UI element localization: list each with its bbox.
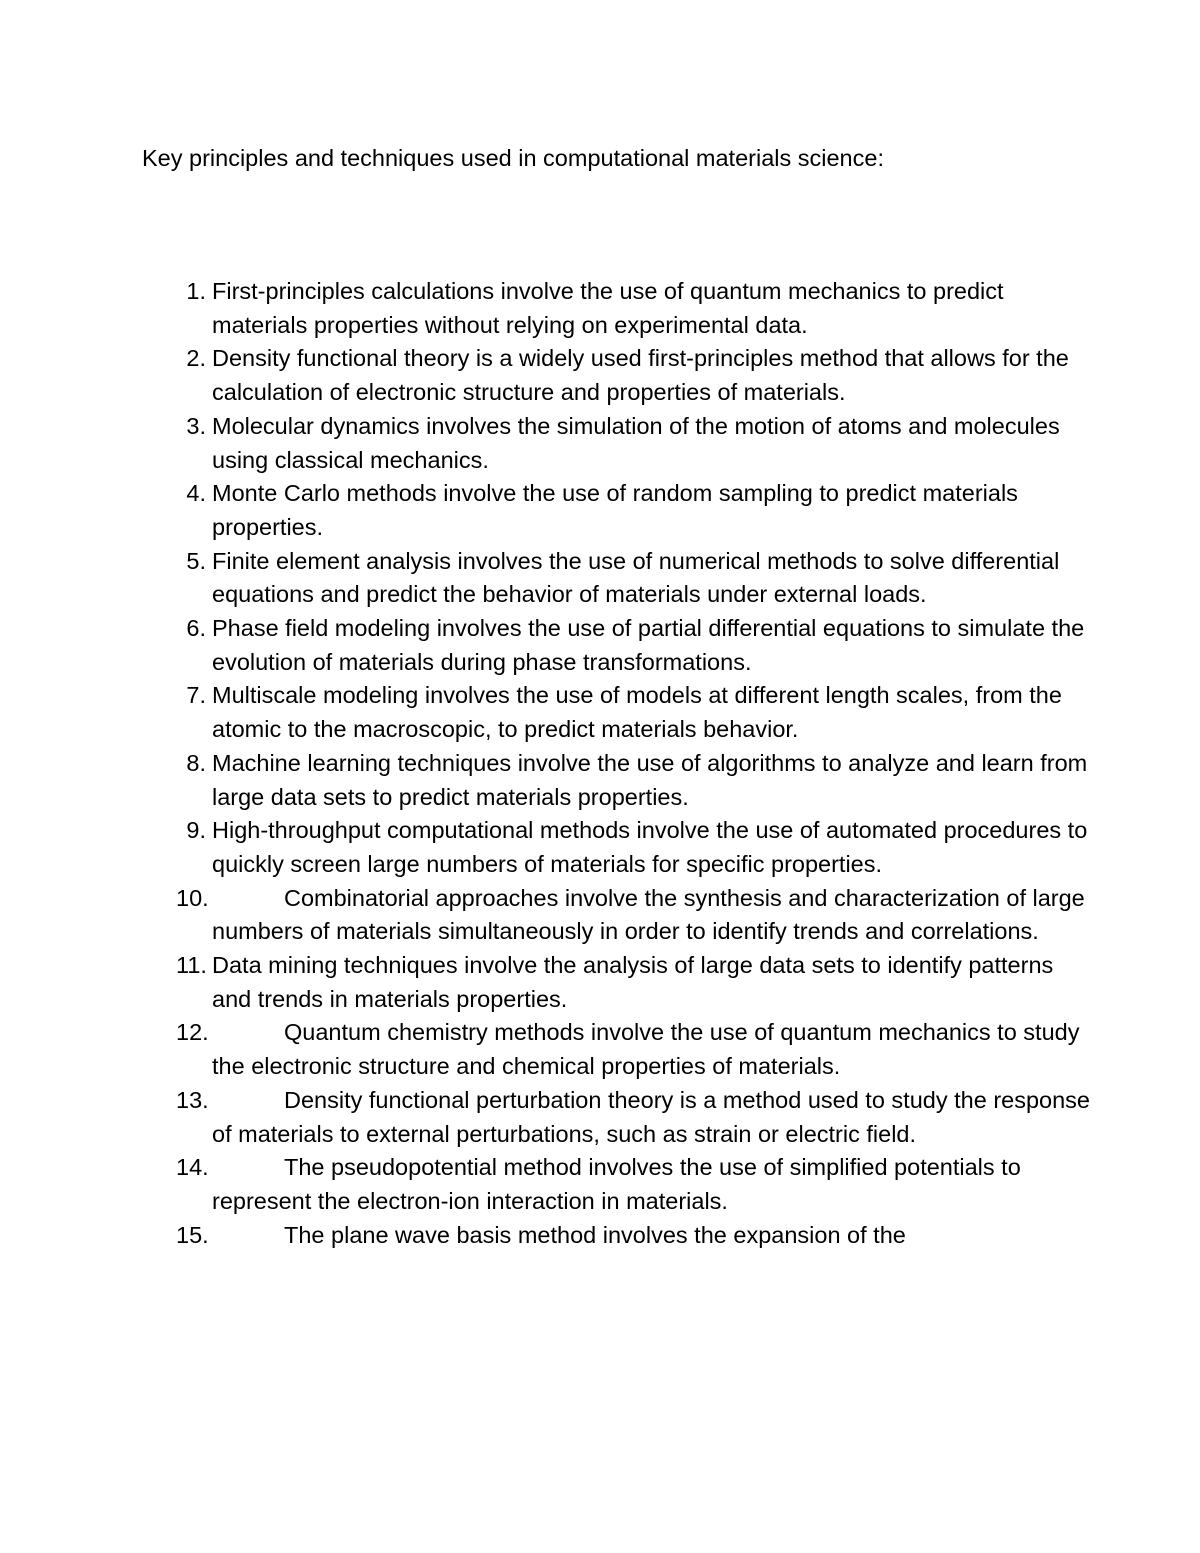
list-item-text: Molecular dynamics involves the simulation of the motion of atoms and molecules using classical mechanics.	[212, 412, 1060, 473]
list-item-text: Multiscale modeling involves the use of models at different length scales, from the atomic to the macroscopic, to predict materials behavior.	[212, 682, 1062, 743]
list-item-text: Quantum chemistry methods involve the use of quantum mechanics to study the electronic structure and chemical properties of materials.	[212, 1019, 1080, 1080]
list-item-number: 4.	[186, 480, 206, 507]
list-item-number: 14.	[176, 1154, 209, 1181]
list-item-text: Density functional perturbation theory is a method used to study the response of materials to external perturbations, such as strain or electric field.	[212, 1086, 1090, 1147]
list-item-text: First-principles calculations involve the use of quantum mechanics to predict materials properties without relying on experimental data.	[212, 278, 1004, 338]
list-item	[142, 814, 1092, 881]
list-item	[142, 1151, 1092, 1218]
list-item-number: 9.	[186, 817, 206, 844]
list-item-number: 12.	[176, 1019, 209, 1046]
list-item-text: Phase field modeling involves the use of partial differential equations to simulate the evolution of materials during phase transformations.	[212, 615, 1085, 675]
list-item	[142, 882, 1092, 949]
list-item	[142, 1084, 1092, 1151]
list-item	[142, 949, 1092, 1016]
list-item	[142, 410, 1092, 477]
list-item-text: Machine learning techniques involve the use of algorithms to analyze and learn from large data sets to predict materials properties.	[212, 749, 1088, 810]
list-item	[142, 275, 1092, 342]
list-item-number: 11.	[176, 952, 207, 979]
list-item-number: 3.	[186, 412, 206, 439]
list-item-text: High-throughput computational methods involve the use of automated procedures to quickly screen large numbers of materials for specific properties.	[212, 817, 1088, 877]
list-item-number: 5.	[186, 547, 206, 574]
list-item	[142, 1219, 1092, 1253]
list-item-number: 8.	[186, 749, 206, 776]
list-item-number: 1.	[186, 278, 206, 304]
list-item	[142, 477, 1092, 544]
list-item-number: 7.	[186, 682, 206, 709]
numbered-list	[142, 275, 1092, 1252]
list-item-text: Combinatorial approaches involve the synthesis and characterization of large numbers of materials simultaneously in order to identify trends and correlations.	[212, 884, 1085, 945]
list-item-number: 13.	[176, 1086, 209, 1113]
list-item	[142, 545, 1092, 612]
list-item-text: Data mining techniques involve the analysis of large data sets to identify patterns and trends in materials properties.	[212, 952, 1054, 1012]
list-item-number: 15.	[176, 1221, 209, 1248]
list-item-text: Monte Carlo methods involve the use of random sampling to predict materials properties.	[212, 480, 1018, 540]
list-item-number: 10.	[176, 884, 209, 911]
document-heading: Key principles and techniques used in computational materials science:	[142, 145, 884, 171]
list-item	[142, 679, 1092, 746]
list-item-number: 6.	[186, 615, 206, 642]
list-item-text: The plane wave basis method involves the expansion of the	[284, 1221, 906, 1248]
list-item	[142, 612, 1092, 679]
list-item	[142, 1016, 1092, 1083]
list-item	[142, 747, 1092, 814]
list-item	[142, 342, 1092, 409]
list-item-text: The pseudopotential method involves the use of simplified potentials to represent the electron-ion interaction in materials.	[212, 1154, 1021, 1214]
list-item-text: Finite element analysis involves the use of numerical methods to solve differential equations and predict the behavior of materials under external loads.	[212, 547, 1060, 608]
list-item-text: Density functional theory is a widely used first-principles method that allows for the calculation of electronic structure and properties of materials.	[212, 345, 1069, 406]
list-item-number: 2.	[186, 345, 206, 372]
